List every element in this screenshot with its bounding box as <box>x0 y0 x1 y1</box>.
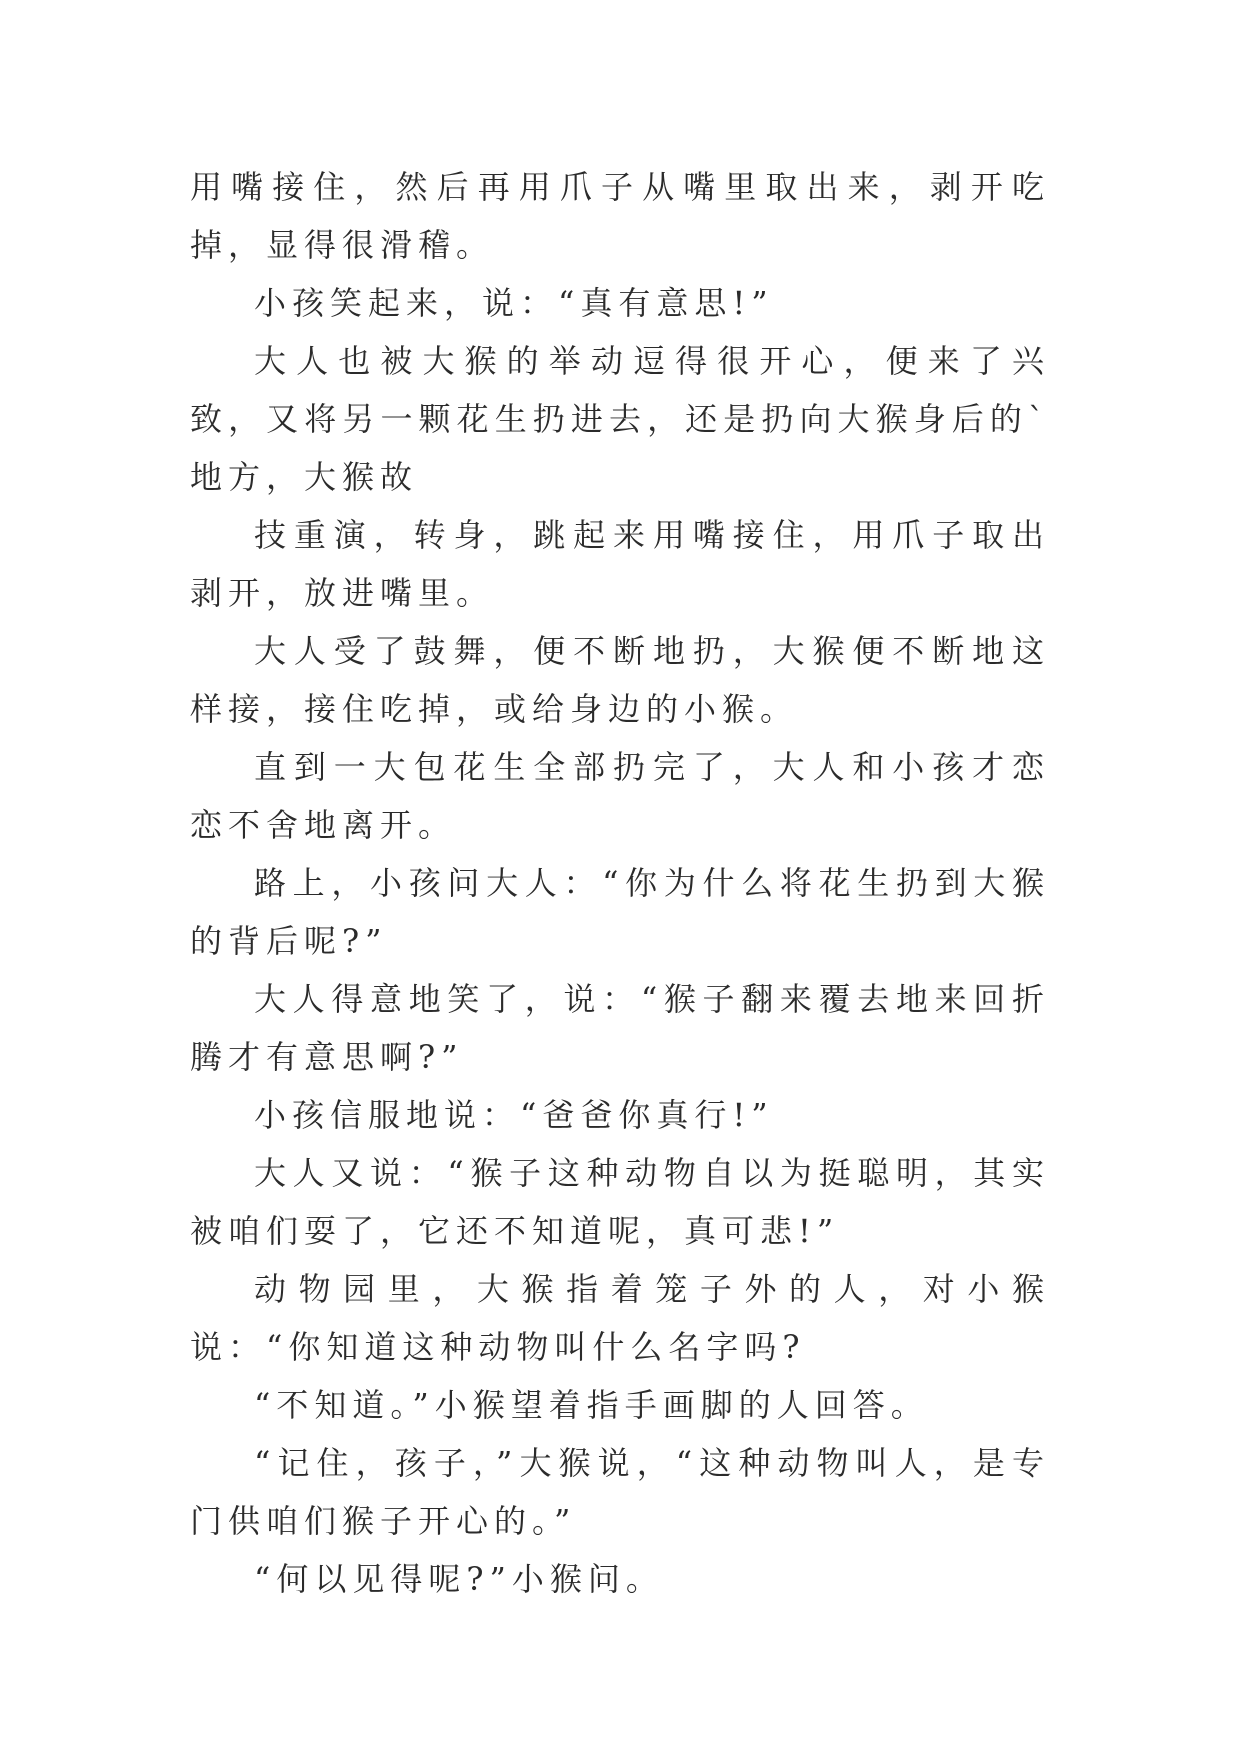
paragraph: 动物园里，大猴指着笼子外的人，对小猴说：“你知道这种动物叫什么名字吗? <box>190 1270 1050 1366</box>
paragraph: 小孩信服地说：“爸爸你真行!” <box>254 1096 774 1134</box>
paragraph: 用嘴接住，然后再用爪子从嘴里取出来，剥开吃掉，显得很滑稽。 <box>190 168 1050 264</box>
paragraph: 大人得意地笑了，说：“猴子翻来覆去地来回折腾才有意思啊?” <box>190 980 1050 1076</box>
paragraph: 直到一大包花生全部扔完了，大人和小孩才恋恋不舍地离开。 <box>190 748 1050 844</box>
paragraph: 大人也被大猴的举动逗得很开心，便来了兴致，又将另一颗花生扔进去，还是扔向大猴身后的`地方，大猴故 <box>190 342 1050 496</box>
paragraph: 大人受了鼓舞，便不断地扔，大猴便不断地这样接，接住吃掉，或给身边的小猴。 <box>190 632 1050 728</box>
paragraph: 大人又说：“猴子这种动物自以为挺聪明，其实被咱们耍了，它还不知道呢，真可悲!” <box>190 1154 1050 1250</box>
paragraph: “不知道。”小猴望着指手画脚的人回答。 <box>254 1386 929 1424</box>
paragraph: “记住，孩子，”大猴说，“这种动物叫人，是专门供咱们猴子开心的。” <box>190 1444 1050 1540</box>
paragraph: 小孩笑起来，说：“真有意思!” <box>254 284 774 322</box>
document-body <box>190 158 1050 1608</box>
paragraph: 技重演，转身，跳起来用嘴接住，用爪子取出剥开，放进嘴里。 <box>190 516 1050 612</box>
paragraph: “何以见得呢?”小猴问。 <box>254 1560 664 1598</box>
paragraph: 路上，小孩问大人：“你为什么将花生扔到大猴的背后呢?” <box>190 864 1050 960</box>
